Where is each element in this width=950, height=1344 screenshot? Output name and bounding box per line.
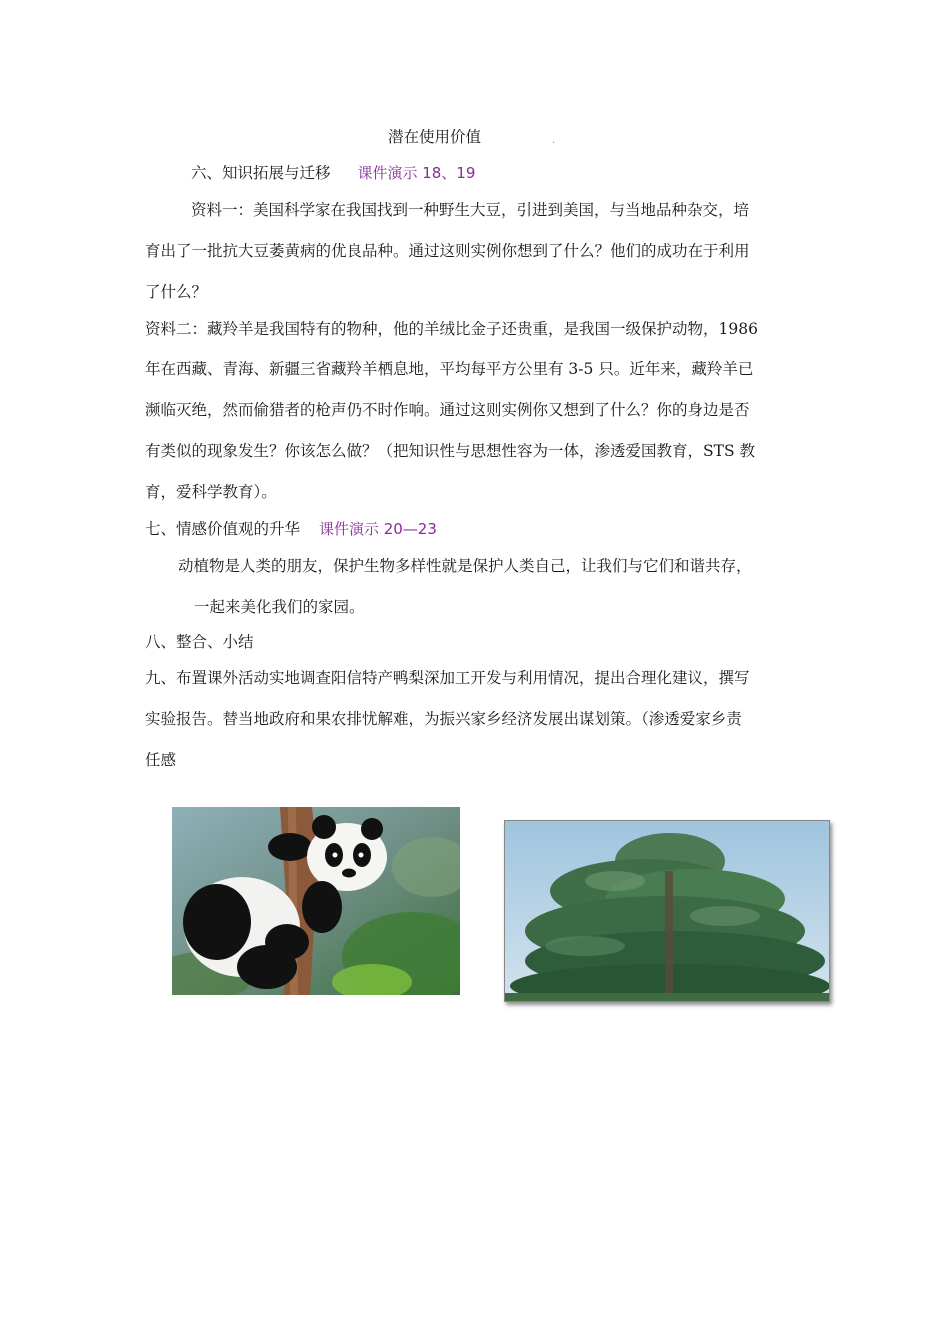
material-two-line-3: 濒临灭绝，然而偷猎者的枪声仍不时作响。通过这则实例你又想到了什么？你的身边是否 bbox=[145, 401, 750, 419]
material-one-line-3: 了什么？ bbox=[145, 283, 208, 301]
emotion-line-1: 动植物是人类的朋友，保护生物多样性就是保护人类自己，让我们与它们和谐共存， bbox=[178, 557, 752, 575]
tree-photo bbox=[504, 820, 830, 1002]
material-two-line-4: 有类似的现象发生？你该怎么做？（把知识性与思想性容为一体，渗透爱国教育，STS 教 bbox=[145, 442, 756, 460]
material-one-line-1: 资料一：美国科学家在我国找到一种野生大豆，引进到美国，与当地品种杂交，培 bbox=[191, 201, 750, 219]
speck-mark: . bbox=[552, 135, 556, 146]
section-six bbox=[191, 163, 475, 183]
emotion-line-2: 一起来美化我们的家园。 bbox=[194, 598, 365, 616]
panda-photo bbox=[172, 807, 460, 995]
material-two-line-5: 育，爱科学教育）。 bbox=[145, 483, 277, 501]
page-heading: 潜在使用价值 bbox=[388, 128, 482, 146]
panda-illustration bbox=[172, 807, 460, 995]
section-six-courseware: 课件演示 18、19 bbox=[357, 164, 476, 182]
section-nine-line-2: 实验报告。替当地政府和果农排忧解难，为振兴家乡经济发展出谋划策。（渗透爱家乡责 bbox=[145, 710, 742, 728]
section-nine-line-1: 九、布置课外活动实地调查阳信特产鸭梨深加工开发与利用情况，提出合理化建议，撰写 bbox=[145, 669, 750, 687]
section-seven-courseware: 课件演示 20—23 bbox=[318, 520, 437, 538]
section-nine-line-3: 任感 bbox=[145, 751, 177, 769]
material-two-line-2: 年在西藏、青海、新疆三省藏羚羊栖息地，平均每平方公里有 3-5 只。近年来，藏羚羊已 bbox=[145, 360, 754, 378]
material-two-line-1: 资料二：藏羚羊是我国特有的物种，他的羊绒比金子还贵重，是我国一级保护动物，1986 bbox=[145, 320, 758, 338]
section-eight: 八、整合、小结 bbox=[145, 633, 254, 651]
section-six-title: 六、知识拓展与迁移 bbox=[191, 164, 331, 182]
material-one-line-2: 育出了一批抗大豆萎黄病的优良品种。通过这则实例你想到了什么？他们的成功在于利用 bbox=[145, 242, 750, 260]
tree-illustration bbox=[505, 821, 829, 1001]
section-seven-title: 七、情感价值观的升华 bbox=[145, 520, 301, 538]
section-seven bbox=[145, 519, 437, 539]
